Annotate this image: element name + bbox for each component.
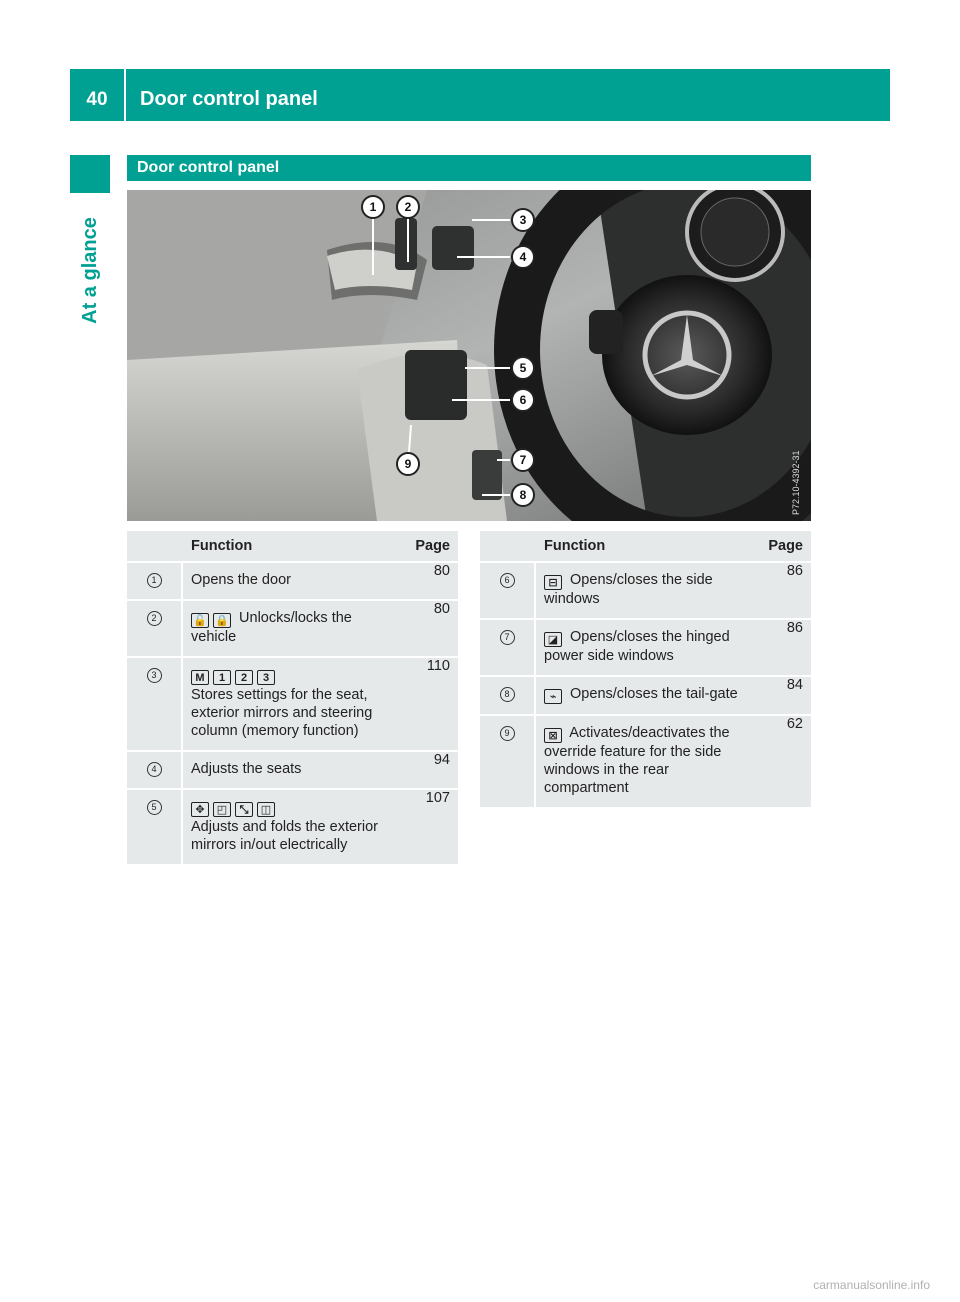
- row-number: 6: [500, 573, 515, 588]
- lock-icon: 🔒: [213, 613, 231, 628]
- callout-2: 2: [404, 200, 412, 214]
- row-page: 94: [392, 752, 458, 788]
- callout-3: 3: [519, 213, 527, 227]
- mirror-left-icon: ◰: [213, 802, 231, 817]
- row-function: Activates/deactivates the override feature for the side windows in the rear compartment: [544, 725, 730, 796]
- row-page: 86: [745, 563, 811, 618]
- page-number: 40: [70, 69, 126, 121]
- tailgate-icon: ⌁: [544, 689, 562, 704]
- child-lock-icon: ⊠: [544, 728, 562, 743]
- table-row: [480, 620, 811, 675]
- row-number: 1: [147, 573, 162, 588]
- callout-8: 8: [519, 488, 527, 502]
- hinged-window-icon: ◪: [544, 632, 562, 647]
- row-number: 5: [147, 800, 162, 815]
- column-page: Page: [392, 531, 458, 561]
- row-page: 107: [392, 790, 458, 864]
- callout-7: 7: [519, 453, 527, 467]
- mirror-fold-icon: ◫: [257, 802, 275, 817]
- row-function: Opens/closes the tail-gate: [570, 686, 738, 702]
- row-number: 8: [500, 687, 515, 702]
- table-header: [480, 531, 811, 561]
- unlock-icon: 🔓: [191, 613, 209, 628]
- row-function: Opens/closes the hinged power side windows: [544, 629, 730, 664]
- function-table-left: [127, 529, 458, 866]
- section-title: Door control panel: [127, 155, 811, 181]
- callout-6: 6: [519, 393, 527, 407]
- row-number: 2: [147, 611, 162, 626]
- table-row: [127, 563, 458, 599]
- row-number: 3: [147, 668, 162, 683]
- side-window-icon: ⊟: [544, 575, 562, 590]
- side-label: [70, 200, 110, 340]
- row-number: 7: [500, 630, 515, 645]
- table-row: [127, 601, 458, 656]
- column-function: Function: [536, 531, 745, 561]
- page-title: Door control panel: [140, 88, 318, 110]
- memory-2-icon: 2: [235, 670, 253, 685]
- row-function: Stores settings for the seat, exterior mirrors and steering column (memory function): [191, 687, 373, 739]
- table-row: [127, 752, 458, 788]
- row-page: 84: [745, 677, 811, 714]
- memory-1-icon: 1: [213, 670, 231, 685]
- row-function: Opens/closes the side windows: [544, 572, 713, 607]
- side-tab: [70, 155, 110, 193]
- row-page: 110: [392, 658, 458, 750]
- memory-3-icon: 3: [257, 670, 275, 685]
- row-page: 86: [745, 620, 811, 675]
- page-header: [70, 69, 890, 121]
- row-page: 80: [392, 601, 458, 656]
- mirror-adjust-icon: ✥: [191, 802, 209, 817]
- row-number: 9: [500, 726, 515, 741]
- callout-1: 1: [369, 200, 377, 214]
- callout-5: 5: [519, 361, 527, 375]
- row-function: Adjusts the seats: [183, 752, 392, 788]
- column-page: Page: [745, 531, 811, 561]
- table-row: [127, 658, 458, 750]
- watermark: carmanualsonline.info: [813, 1278, 930, 1292]
- side-label-text: At a glance: [78, 216, 101, 324]
- table-row: [127, 790, 458, 864]
- row-page: 80: [392, 563, 458, 599]
- function-table-right: [480, 529, 811, 809]
- mirror-right-icon: ⤡: [235, 802, 253, 817]
- row-function: Adjusts and folds the exterior mirrors in/out electrically: [191, 819, 378, 853]
- door-panel-photo: [127, 190, 811, 521]
- table-row: [480, 677, 811, 714]
- table-row: [480, 716, 811, 807]
- row-function: Opens the door: [183, 563, 392, 599]
- callout-9: 9: [404, 457, 412, 471]
- callout-4: 4: [519, 250, 527, 264]
- column-function: Function: [183, 531, 392, 561]
- row-function: Unlocks/locks the vehicle: [191, 610, 352, 645]
- figure-code: P72.10-4392-31: [791, 450, 801, 515]
- table-header: [127, 531, 458, 561]
- row-number: 4: [147, 762, 162, 777]
- row-page: 62: [745, 716, 811, 807]
- memory-m-icon: M: [191, 670, 209, 685]
- table-row: [480, 563, 811, 618]
